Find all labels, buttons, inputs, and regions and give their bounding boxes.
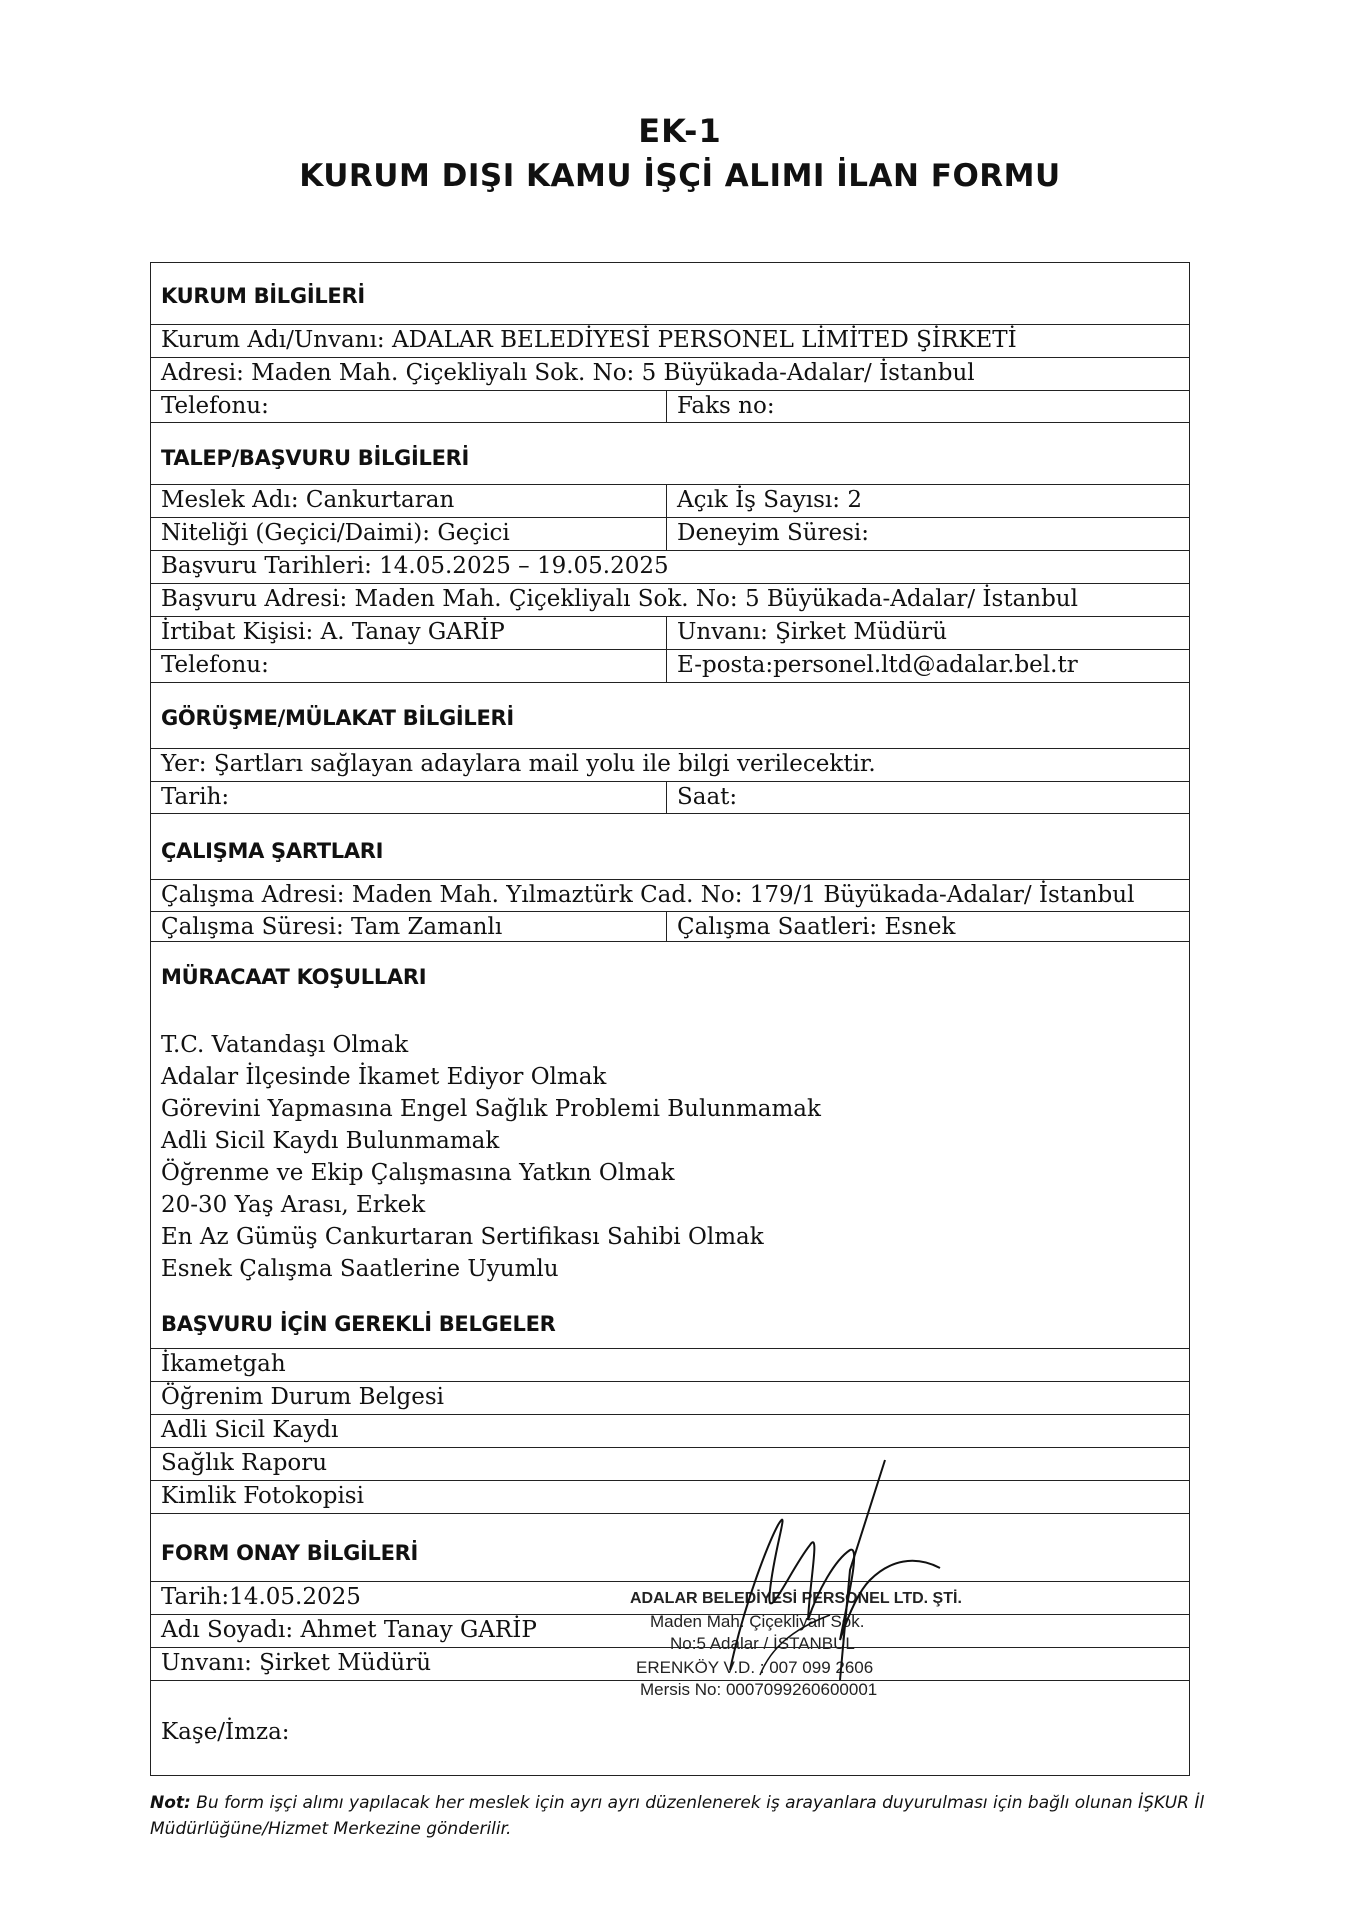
gorusme-yer: Yer: Şartları sağlayan adaylara mail yolu ile bilgi verilecektir. [161, 751, 876, 777]
form-title: KURUM DIŞI KAMU İŞÇİ ALIMI İLAN FORMU [299, 158, 1061, 194]
stamp-line-city: No:5 Adalar / İSTANBUL [670, 1634, 855, 1653]
talep-nitelik-row [151, 518, 1189, 551]
section-gorusme-heading: GÖRÜŞME/MÜLAKAT BİLGİLERİ [151, 683, 1189, 749]
onay-tarih: Tarih:14.05.2025 [161, 1584, 361, 1610]
form-table [150, 262, 1190, 1776]
signature-icon [700, 1450, 970, 1710]
stamp-line-company: ADALAR BELEDİYESİ PERSONEL LTD. ŞTİ. [630, 1590, 962, 1607]
onay-kase: Kaşe/İmza: [161, 1719, 290, 1745]
talep-eposta: E-posta:personel.ltd@adalar.bel.tr [666, 650, 1189, 682]
belge-item: İkametgah [161, 1351, 286, 1377]
belge-item: Öğrenim Durum Belgesi [161, 1384, 445, 1410]
muracaat-item: Adli Sicil Kaydı Bulunmamak [161, 1128, 500, 1154]
section-belgeler-heading: BAŞVURU İÇİN GEREKLİ BELGELER [151, 1285, 1189, 1349]
section-calisma-heading: ÇALIŞMA ŞARTLARI [151, 814, 1189, 880]
calisma-sure-row [151, 912, 1189, 942]
gorusme-tarih: Tarih: [161, 784, 230, 810]
kurum-adi-row [151, 325, 1189, 358]
talep-niteligi: Niteliği (Geçici/Daimi): Geçici [161, 520, 510, 546]
footnote [150, 1790, 1210, 1842]
belge-row [151, 1382, 1189, 1415]
kurum-telefon: Telefonu: [161, 393, 269, 419]
gorusme-tarih-row [151, 782, 1189, 814]
muracaat-item: Öğrenme ve Ekip Çalışmasına Yatkın Olmak [161, 1160, 675, 1186]
talep-irtibat-row [151, 617, 1189, 650]
kurum-telefon-row [151, 391, 1189, 423]
calisma-adres: Çalışma Adresi: Maden Mah. Yılmaztürk Cad. No: 179/1 Büyükada-Adalar/ İstanbul [161, 882, 1135, 908]
belge-item: Sağlık Raporu [161, 1450, 328, 1476]
muracaat-item: Adalar İlçesinde İkamet Ediyor Olmak [161, 1064, 607, 1090]
onay-adi: Adı Soyadı: Ahmet Tanay GARİP [161, 1617, 537, 1643]
section-kurum-heading: KURUM BİLGİLERİ [151, 263, 1189, 325]
muracaat-item: Görevini Yapmasına Engel Sağlık Problemi Bulunmamak [161, 1096, 821, 1122]
form-code: EK-1 [638, 112, 722, 150]
belge-row [151, 1349, 1189, 1382]
stamp-line-mersis: Mersis No: 0007099260600001 [640, 1680, 878, 1699]
stamp-line-address: Maden Mah. Çiçekliyalı Sok. [650, 1612, 865, 1631]
calisma-adres-row [151, 880, 1189, 912]
talep-deneyim: Deneyim Süresi: [666, 518, 1189, 550]
footnote-label: Not: [150, 1793, 191, 1813]
talep-adres: Başvuru Adresi: Maden Mah. Çiçekliyalı Sok. No: 5 Büyükada-Adalar/ İstanbul [161, 586, 1078, 612]
belge-item: Adli Sicil Kaydı [161, 1417, 339, 1443]
kurum-adi: Kurum Adı/Unvanı: ADALAR BELEDİYESİ PERSONEL LİMİTED ŞİRKETİ [161, 327, 1017, 353]
talep-acik-is: Açık İş Sayısı: 2 [666, 485, 1189, 517]
belge-row [151, 1481, 1189, 1514]
kurum-adres: Adresi: Maden Mah. Çiçekliyalı Sok. No: 5 Büyükada-Adalar/ İstanbul [161, 360, 975, 386]
calisma-sure: Çalışma Süresi: Tam Zamanlı [161, 914, 503, 940]
section-talep-heading: TALEP/BAŞVURU BİLGİLERİ [151, 423, 1189, 485]
onay-unvan: Unvanı: Şirket Müdürü [161, 1650, 432, 1676]
talep-tarihler-row [151, 551, 1189, 584]
gorusme-yer-row [151, 749, 1189, 782]
muracaat-item: 20-30 Yaş Arası, Erkek [161, 1192, 426, 1218]
footnote-text: Bu form işçi alımı yapılacak her meslek için ayrı ayrı düzenlenerek iş arayanlara duyurulması için bağlı olunan İŞKUR İl Müdürlüğüne/Hizmet Merkezine gönderilir. [150, 1793, 1205, 1839]
talep-irtibat: İrtibat Kişisi: A. Tanay GARİP [161, 619, 505, 645]
talep-adres-row [151, 584, 1189, 617]
stamp-line-tax: ERENKÖY V.D. : 007 099 2606 [636, 1658, 874, 1677]
talep-telefon: Telefonu: [161, 652, 269, 678]
belge-item: Kimlik Fotokopisi [161, 1483, 364, 1509]
section-muracaat-heading: MÜRACAAT KOŞULLARI [161, 965, 427, 989]
calisma-saatler: Çalışma Saatleri: Esnek [666, 912, 1189, 941]
talep-meslek-row [151, 485, 1189, 518]
talep-meslek: Meslek Adı: Cankurtaran [161, 487, 455, 513]
belge-row [151, 1415, 1189, 1448]
muracaat-item: En Az Gümüş Cankurtaran Sertifikası Sahibi Olmak [161, 1224, 764, 1250]
talep-tarihler: Başvuru Tarihleri: 14.05.2025 – 19.05.2025 [161, 553, 669, 579]
talep-telefon-row [151, 650, 1189, 683]
belge-row [151, 1448, 1189, 1481]
kurum-adres-row [151, 358, 1189, 391]
muracaat-item: Esnek Çalışma Saatlerine Uyumlu [161, 1256, 559, 1282]
section-onay-heading: FORM ONAY BİLGİLERİ [151, 1514, 1189, 1582]
kurum-faks: Faks no: [666, 391, 1189, 422]
talep-unvan: Unvanı: Şirket Müdürü [666, 617, 1189, 649]
gorusme-saat: Saat: [666, 782, 1189, 813]
muracaat-item: T.C. Vatandaşı Olmak [161, 1032, 409, 1058]
